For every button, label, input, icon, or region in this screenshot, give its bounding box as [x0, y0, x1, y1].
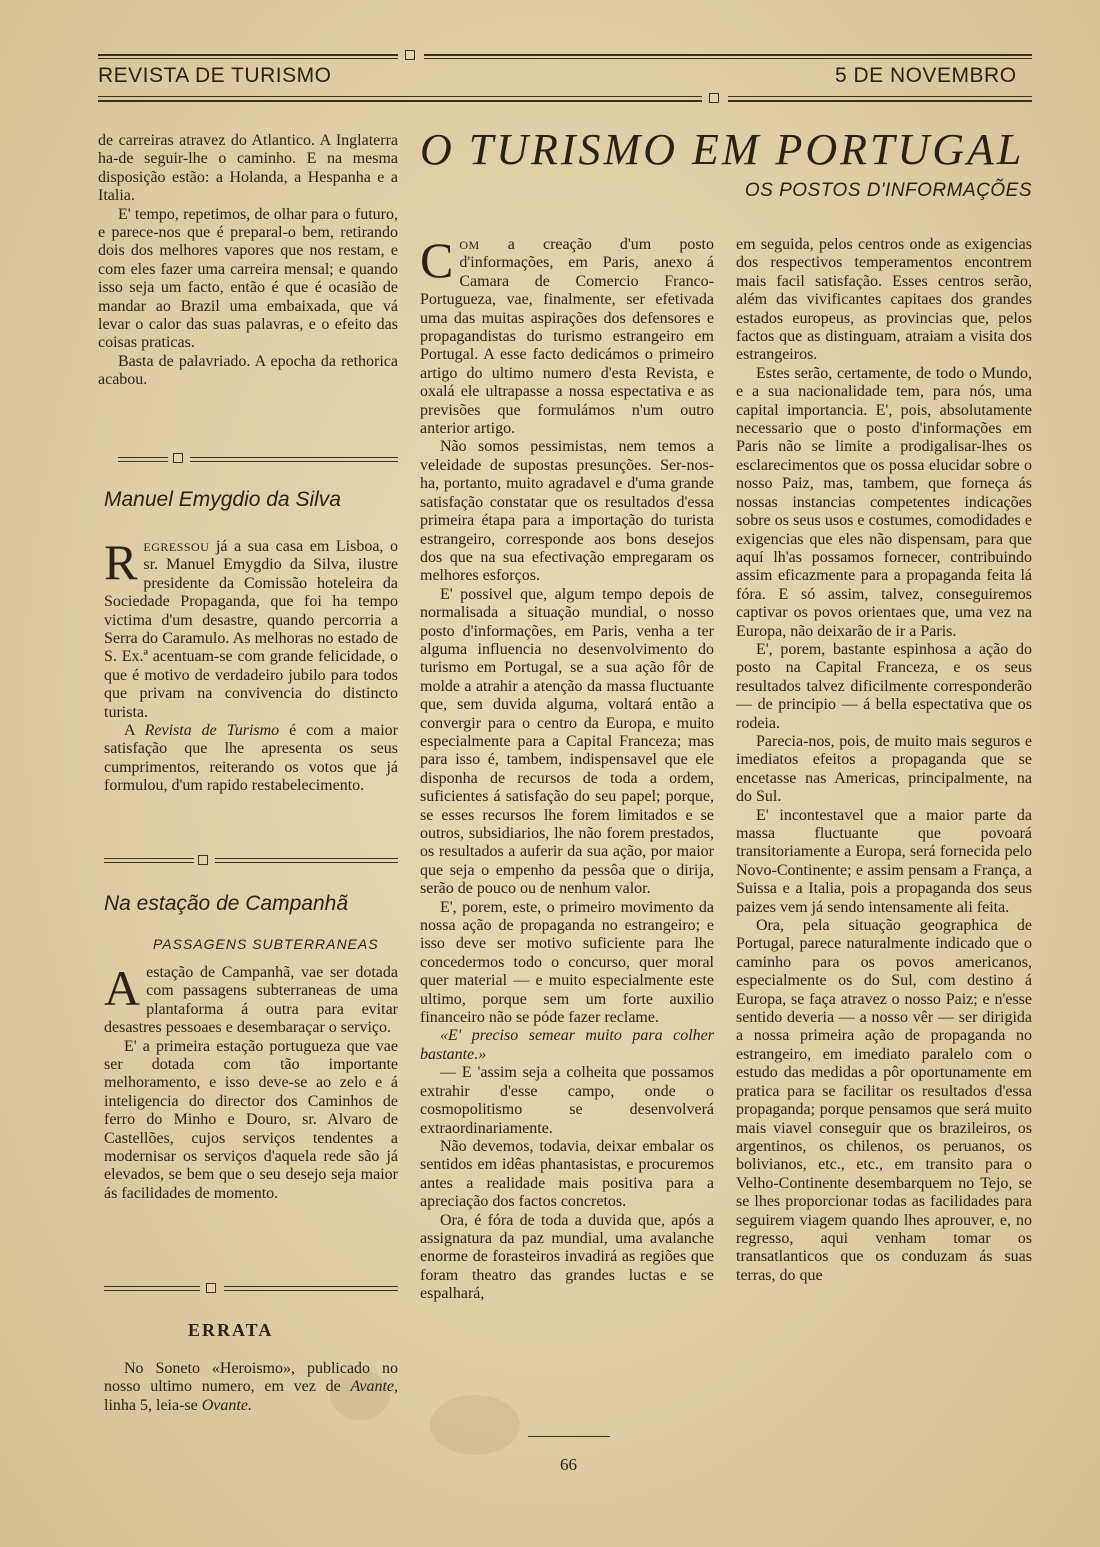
paragraph: Parecia-nos, pois, de muito mais seguros e imediatos efeitos a propaganda que se encetasse nas Americas, principalmente, na do Sul.: [736, 732, 1032, 806]
drop-cap: C: [420, 232, 454, 288]
left-column-intro: [98, 132, 398, 390]
publication-mention: Revista de Turismo: [144, 722, 280, 740]
section-title: Manuel Emygdio da Silva: [104, 488, 341, 511]
errata-body: [104, 1360, 398, 1415]
section-divider: [224, 1286, 398, 1287]
paragraph: E', porem, este, o primeiro movimento da nossa ação de propaganda no estrangeiro; e isso deve ser motivo suficiente para lhe concedermos todo o concurso, quer moral quer material — e muito especialmente este ultimo, porque sem um forte auxilio financeiro não se póde fazer reclame.: [420, 898, 714, 1027]
paragraph: E' tempo, repetimos, de olhar para o futuro, e parece-nos que é preparal-o bem, retirando dois dos melhores vapores que nos restam, e com eles fazer uma carreira mensal; e quando isso seja um facto, então é que é ocasião de mandar ao Brazil uma embaixada, que vá levar o calor das suas palavras, e o efeito das coisas praticas.: [98, 205, 398, 352]
section-divider: [104, 1286, 200, 1287]
paragraph: E' a primeira estação portugueza que vae ser dotada com tão importante melhoramento, e isso deve-se ao zelo e á inteligencia do director dos Caminhos de ferro do Minho e Douro, sr. Alvaro de Castellões, cujos serviços tendentes a modernisar os serviços d'aquela rede são já elevados, se bem que o seu desejo seja maior ás facilidades de momento.: [104, 1037, 398, 1202]
section-divider: [104, 1290, 200, 1291]
header-rule-top: [98, 54, 398, 56]
paragraph-text: a creação d'um posto d'informações, em Paris, anexo á Camara de Comercio Franco-Portugueza, vae, finalmente, ser efetivada uma das muitas aspirações dos defensores e propagandistas do turismo estrangeiro em Portugal. A esse facto dedicámos o primeiro artigo do ultimo numero d'esta Revista, e oxalá ele ultrapasse a nossa espectativa e as previsões que formulámos n'um outro anterior artigo.: [420, 236, 714, 438]
lead-word: EGRESSOU: [143, 540, 210, 554]
article-column-2: [736, 236, 1032, 1285]
section-divider: [118, 457, 168, 458]
article-subtitle: OS POSTOS D'INFORMAÇÕES: [744, 180, 1032, 201]
paragraph-text: é com a maior satisfação que lhe apresenta os seus cumprimentos, reiterando os votos que já formulou, d'um rapido restabelecimento.: [104, 722, 399, 795]
paragraph: [104, 960, 398, 1038]
paragraph-text: linha 5, leia-se: [104, 1396, 202, 1414]
section-divider: [215, 862, 398, 863]
header-rule-top: [424, 58, 1032, 59]
section-divider: [118, 461, 168, 462]
section-divider: [190, 457, 398, 458]
header-rule-bottom: [98, 96, 702, 97]
paragraph: [420, 232, 714, 438]
ornament-square: [198, 855, 208, 865]
paragraph-text: já a sua casa em Lisboa, o sr. Manuel Emygdio da Silva, ilustre presidente da Comissão hoteleira da Sociedade Propaganda, que foi ha tempo victima d'um desastre, quando percorria a Serra do Caramulo. As melhoras no estado de S. Ex.ª acentuam-se com grande felicidade, o que é motivo de verdadeiro jubilo para todos que privam na convivencia do distincto turista.: [104, 538, 398, 721]
publication-name: REVISTA DE TURISMO: [98, 64, 332, 87]
paragraph: [104, 722, 398, 796]
paragraph: [104, 534, 398, 722]
section-manuel-body: [104, 534, 399, 796]
paper-stain: [430, 1395, 520, 1455]
section-divider: [104, 858, 194, 859]
section-title: Na estação de Campanhã: [104, 892, 348, 915]
page-number: 66: [560, 1455, 577, 1474]
section-campanha-body: [104, 960, 398, 1203]
ornament-square: [206, 1283, 216, 1293]
ornament-square: [709, 93, 719, 103]
section-divider: [104, 862, 194, 863]
paragraph: Não devemos, todavia, deixar embalar os sentidos em idêas phantasistas, e procuremos antes a realidade mais positiva para a apreciação dos factos concretos.: [420, 1137, 714, 1211]
errata-title: ERRATA: [188, 1320, 274, 1340]
drop-cap: R: [104, 534, 138, 590]
section-divider: [190, 461, 398, 462]
paragraph: de carreiras atravez do Atlantico. A Inglaterra ha-de seguir-lhe o caminho. E na mesma disposição estão: a Holanda, a Hespanha e a Italia.: [98, 132, 398, 205]
section-subtitle: PASSAGENS SUBTERRANEAS: [153, 936, 379, 952]
section-divider: [215, 858, 398, 859]
paragraph-text: No Soneto «Heroismo», publicado no nosso ultimo numero, em vez de: [104, 1360, 398, 1396]
header-rule-bottom: [98, 100, 702, 102]
quote: [420, 1027, 714, 1064]
ornament-square: [405, 50, 415, 60]
header-rule-bottom: [728, 100, 1032, 102]
header-rule-top: [98, 58, 398, 59]
errata-correct-word: Ovante.: [201, 1396, 252, 1414]
errata-wrong-word: Avante,: [350, 1378, 398, 1396]
lead-word: OM: [459, 238, 480, 252]
paragraph: Não somos pessimistas, nem temos a veleidade de supostas presunções. Ser-nos-ha, portanto, muito agradavel e d'uma grande satisfação constatar que os resultados d'essa primeira étapa para a importação do turista estrangeiro, corresponde aos bons desejos dos que na sua efectivação empregaram os melhores esforços.: [420, 438, 714, 585]
paragraph: E' incontestavel que a maior parte da massa fluctuante que povoará transitoriamente a Europa, será fornecida pelo Novo-Continente; e assim pensam a França, a Suissa e a Italia, pois a propaganda dos seus paizes vem já sendo intensamente ali feita.: [736, 806, 1032, 916]
paragraph: Ora, pela situação geographica de Portugal, parece naturalmente indicado que o caminho para os povos americanos, especialmente os do Sul, com destino á Europa, se faça atravez o nosso Paiz; e n'esse sentido deveria — a nosso vêr — ser dirigida a nossa primeira ação de propaganda no estrangeiro, em imediato paralelo com o estudo das medidas a pôr oportunamente em pratica para se facilitar os resultados d'essa propaganda; porque pensamos que será muito mais viavel conseguir que os brazileiros, os argentinos, os chilenos, os peruanos, os bolivianos, etc., etc., em transito para o Velho-Continente desembarquem no Tejo, se se lhes proporcionar todas as facilidades para seguirem viagem quando lhes aprouver, e, no regresso, aqui venham tomar os transatlanticos que os conduzam ás suas terras, do que: [736, 917, 1032, 1284]
article-column-1: [420, 232, 714, 1304]
paragraph: [104, 1360, 398, 1415]
quote-text: «E' preciso semear muito para colher bastante.»: [420, 1027, 714, 1063]
paragraph-text: estação de Campanhã, vae ser dotada com passagens subterraneas de uma plantaforma á outra para evitar desastres pessoaes e desembaraçar o serviço.: [104, 964, 398, 1037]
issue-date: 5 DE NOVEMBRO: [835, 64, 1017, 87]
header-rule-bottom: [728, 96, 1032, 97]
paragraph-text: A: [124, 722, 145, 740]
article-title: O TURISMO EM PORTUGAL: [420, 125, 1025, 174]
header-rule-top: [424, 54, 1032, 56]
paragraph: Basta de palavriado. A epocha da rethorica acabou.: [98, 352, 398, 389]
drop-cap: A: [104, 960, 141, 1016]
footer-rule: [528, 1436, 610, 1437]
paragraph: E', porem, bastante espinhosa a ação do posto na Capital Franceza, e os seus resultados talvez dificilmente corresponderão — de principio — á bella espectativa que os rodeia.: [736, 640, 1032, 732]
ornament-square: [173, 453, 183, 463]
paragraph: E' possivel que, algum tempo depois de normalisada a situação mundial, o nosso posto d'informações, em Paris, venha a ter alguma influencia no desenvolvimento do turismo em Portugal, se a sua ação fôr de molde a atrahir a atenção da massa fluctuante que, sem duvida alguma, voltará então a convergir para o centro da Europa, e muito especialmente para a Capital Franceza; mas para isso é, tambem, indispensavel que ele disponha de recursos de toda a ordem, suficientes á satisfação do seu papel; porque, se esses recursos lhe forem limitados e se outros, subsidiarios, lhe não forem prestados, os resultados a auferir da sua ação, por maior que seja o empenho da pessôa que o dirija, serão de pouco ou de nenhum valor.: [420, 585, 714, 898]
paragraph: Estes serão, certamente, de todo o Mundo, e a sua nacionalidade tem, para nós, uma capital importancia. E', pois, absolutamente necessario que o posto d'informações em Paris não se limite a prodigalisar-lhes os esclarecimentos que os possa elucidar sobre o nosso Paiz, mas, tambem, que forneça ás nossas instancias competentes indicações sobre os seus usos e costumes, comodidades e exigencias que eles não dispensam, para que aquí lh'as possamos fornecer, contribuindo assim eficazmente para a propaganda feita lá fóra. E só assim, talvez, conseguiremos captivar os povos orientaes que, uma vez na Europa, não deixarão de ir a Paris.: [736, 364, 1032, 640]
section-divider: [224, 1290, 398, 1291]
paragraph: Ora, é fóra de toda a duvida que, após a assignatura da paz mundial, uma avalanche enorme de forasteiros invadirá as regiões que foram theatro das grandes luctas e se espalhará,: [420, 1211, 714, 1303]
paragraph: em seguida, pelos centros onde as exigencias dos respectivos temperamentos encontrem mais facil satisfação. Esses centros serão, além das vivificantes capitaes dos grandes estados europeus, as provincias que, pelos factos que as distinguam, atraiam a visita dos estrangeiros.: [736, 236, 1032, 364]
paragraph: — E 'assim seja a colheita que possamos extrahir d'esse campo, onde o cosmopolitismo se desenvolverá extraordinariamente.: [420, 1064, 714, 1137]
